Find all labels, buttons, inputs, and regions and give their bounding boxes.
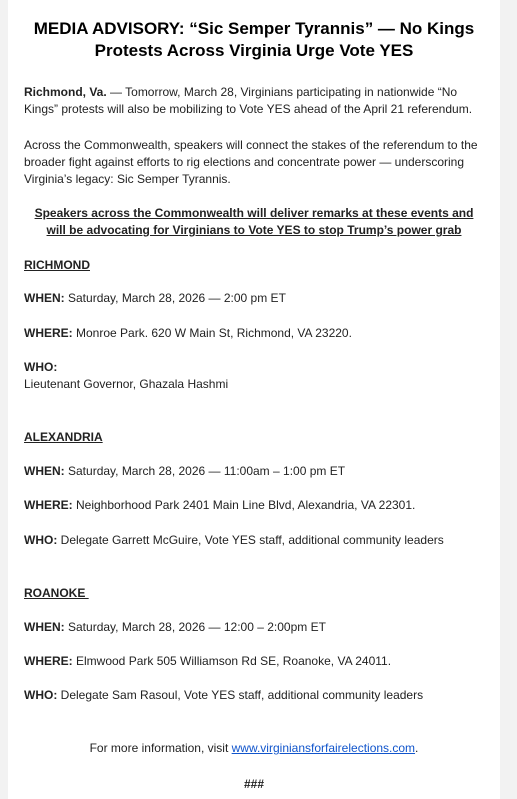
more-info-line [24,740,484,757]
dateline: Richmond, Va. [24,85,107,99]
who-label: WHO: [24,360,58,374]
email-body [8,0,500,799]
speakers-heading: Speakers across the Commonwealth will deliver remarks at these events and will be advocating for Virginians to Vote YES to stop Trump’s power grab [34,206,474,237]
who-label: WHO: [24,533,58,547]
where-value: Monroe Park. 620 W Main St, Richmond, VA 23220. [72,326,352,340]
where-label: WHERE: [24,498,73,512]
when-label: WHEN: [24,464,65,478]
website-link[interactable]: www.virginiansforfairelections.com [231,741,416,755]
event-city-richmond: RICHMOND [24,258,90,272]
end-mark: ### [243,777,265,791]
event-city-roanoke: ROANOKE [24,586,89,600]
more-info-suffix: . [415,741,419,755]
event-city-alexandria: ALEXANDRIA [24,430,103,444]
when-value: Saturday, March 28, 2026 — 12:00 – 2:00pm ET [64,620,326,634]
event-where-alexandria [24,497,484,514]
event-who-alexandria [24,532,484,549]
event-when-richmond [24,290,484,307]
where-value: Elmwood Park 505 Williamson Rd SE, Roanoke, VA 24011. [72,654,392,668]
event-where-richmond [24,325,484,342]
event-who-richmond: Lieutenant Governor, Ghazala Hashmi [24,377,229,391]
more-info-prefix: For more information, visit [89,741,232,755]
where-label: WHERE: [24,654,73,668]
event-when-roanoke [24,619,484,636]
event-who-roanoke [24,687,484,704]
event-when-alexandria [24,463,484,480]
event-where-roanoke [24,653,484,670]
who-value: Delegate Sam Rasoul, Vote YES staff, additional community leaders [57,688,424,702]
when-label: WHEN: [24,291,65,305]
where-label: WHERE: [24,326,73,340]
page-title: MEDIA ADVISORY: “Sic Semper Tyrannis” — No Kings Protests Across Virginia Urge Vote YES [33,19,475,60]
when-value: Saturday, March 28, 2026 — 11:00am – 1:00 pm ET [64,464,346,478]
who-label: WHO: [24,688,58,702]
where-value: Neighborhood Park 2401 Main Line Blvd, Alexandria, VA 22301. [72,498,416,512]
intro-text: — Tomorrow, March 28, Virginians participating in nationwide “No Kings” protests will also be mobilizing to Vote YES ahead of the April 21 referendum. [24,85,473,116]
intro-paragraph [24,84,484,118]
when-value: Saturday, March 28, 2026 — 2:00 pm ET [64,291,286,305]
context-paragraph: Across the Commonwealth, speakers will connect the stakes of the referendum to the broader fight against efforts to rig elections and concentrate power — underscoring Virginia’s legacy: Sic Semper Tyrannis. [24,138,478,186]
when-label: WHEN: [24,620,65,634]
who-value: Delegate Garrett McGuire, Vote YES staff, additional community leaders [57,533,444,547]
